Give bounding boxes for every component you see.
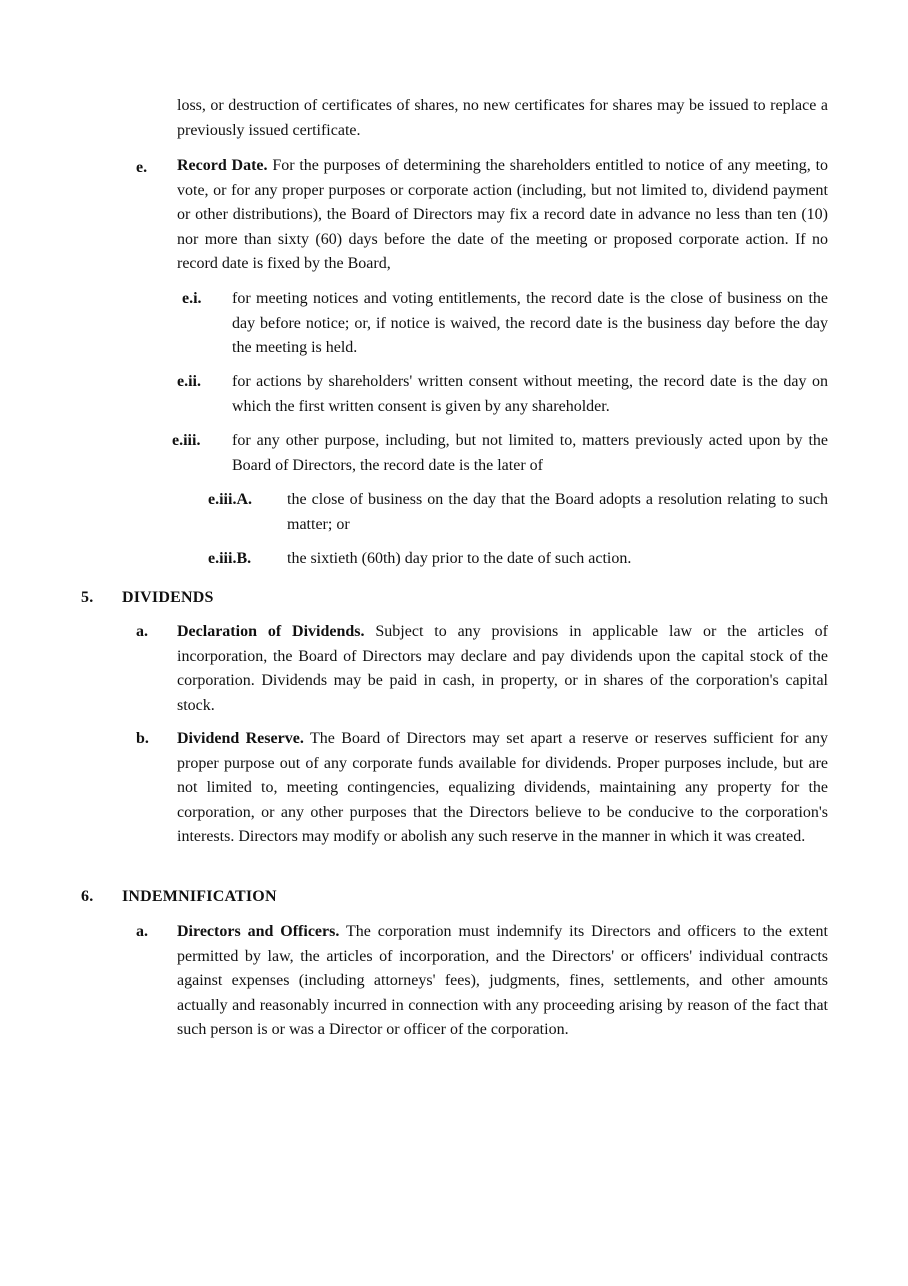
item-e-marker: e. — [136, 159, 148, 176]
dividend-reserve-text: The Board of Directors may set apart a reserve or reserves sufficient for any proper purpose out of any corporate funds available for dividends. Proper purposes include, but are not limited to, meeting contingencies, equalizing dividends, maintaining any property for the corporation, or any other purposes that the Directors believe to be conducive to the corporation's interests. Directors may modify or abolish any such reserve in the manner in which it was created. — [177, 730, 829, 845]
directors-and-officers-text: The corporation must indemnify its Directors and officers to the extent permitted by law, the articles of incorporation, and the Directors' or officers' individual contracts against expenses (including attorneys' fees), judgments, fines, settlements, and other amounts actually and reasonably incurred in connection with any proceeding arising by reason of the fact that such person is or was a Director or officer of the corporation. — [177, 923, 829, 1038]
item-e-ii-paragraph — [232, 370, 828, 419]
section-5-number: 5. — [81, 589, 94, 606]
dividend-reserve-label: Dividend Reserve. — [177, 730, 304, 747]
item-e-i-paragraph — [232, 287, 828, 361]
paragraph-continuation — [177, 94, 828, 143]
record-date-paragraph — [177, 154, 828, 277]
continuation-text: loss, or destruction of certificates of shares, no new certificates for shares may be issued to replace a previously issued certificate. — [177, 97, 828, 139]
dividend-reserve-paragraph — [177, 727, 828, 850]
record-date-text: For the purposes of determining the shareholders entitled to notice of any meeting, to vote, or for any proper purposes or corporate action (including, but not limited to, dividend payment or other distributions), the Board of Directors may fix a record date in advance no less than ten (10) nor more than sixty (60) days before the date of the meeting or proposed corporate action. If no record date is fixed by the Board, — [177, 157, 829, 272]
item-e-iii-b-text: the sixtieth (60th) day prior to the date of such action. — [287, 550, 632, 567]
item-e-ii-text: for actions by shareholders' written consent without meeting, the record date is the day on which the first written consent is given by any shareholder. — [232, 373, 828, 415]
item-e-iii-paragraph — [232, 429, 828, 478]
item-e-iii-marker: e.iii. — [172, 432, 201, 449]
item-e-iii-a-paragraph — [287, 488, 828, 537]
item-e-iii-b-marker: e.iii.B. — [208, 550, 252, 567]
item-e-ii-marker: e.ii. — [177, 373, 201, 390]
item-5b-marker: b. — [136, 730, 149, 747]
item-e-iii-a-marker: e.iii.A. — [208, 491, 252, 508]
record-date-label: Record Date. — [177, 157, 268, 174]
item-6a-marker: a. — [136, 923, 148, 940]
directors-and-officers-paragraph — [177, 920, 828, 1043]
declaration-of-dividends-paragraph — [177, 620, 828, 718]
declaration-of-dividends-label: Declaration of Dividends. — [177, 623, 365, 640]
item-e-i-text: for meeting notices and voting entitlements, the record date is the close of business on the day before notice; or, if notice is waived, the record date is the business day before the day the meeting is held. — [232, 290, 828, 356]
declaration-of-dividends-text: Subject to any provisions in applicable law or the articles of incorporation, the Board of Directors may declare and pay dividends upon the capital stock of the corporation. Dividends may be paid in cash, in property, or in shares of the corporation's capital stock. — [177, 623, 828, 714]
item-e-iii-b-paragraph — [287, 547, 828, 572]
item-5a-marker: a. — [136, 623, 148, 640]
directors-and-officers-label: Directors and Officers. — [177, 923, 340, 940]
section-6-title: INDEMNIFICATION — [122, 888, 277, 905]
item-e-i-marker: e.i. — [182, 290, 202, 307]
section-6-number: 6. — [81, 888, 94, 905]
item-e-iii-text: for any other purpose, including, but not limited to, matters previously acted upon by the Board of Directors, the record date is the later of — [232, 432, 828, 474]
section-5-title: DIVIDENDS — [122, 589, 214, 606]
item-e-iii-a-text: the close of business on the day that the Board adopts a resolution relating to such matter; or — [287, 491, 828, 533]
